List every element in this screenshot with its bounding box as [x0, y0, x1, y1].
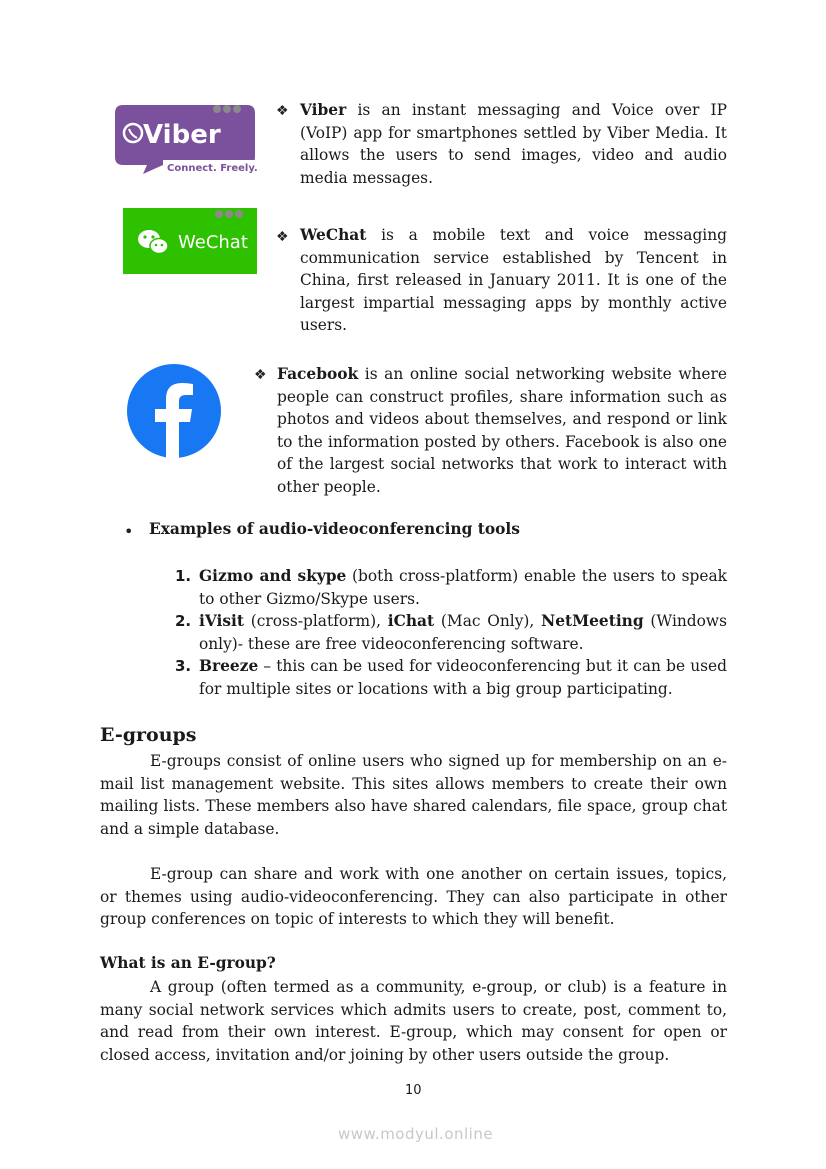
page-number: 10: [405, 1083, 422, 1098]
av-tool-text: (Windows only)- these are free videoconferencing software.: [199, 612, 727, 653]
diamond-bullet-icon: ❖: [254, 367, 267, 383]
viber-logo: [113, 103, 257, 175]
share-dot-icon: [215, 210, 223, 218]
viber-name: Viber: [300, 101, 347, 119]
av-tool-text: (both cross-platform) enable the users to speak to other Gizmo/Skype users.: [199, 567, 728, 608]
round-bullet-icon: •: [124, 522, 134, 541]
facebook-name: Facebook: [277, 365, 359, 383]
viber-logo-wordmark: Viber: [143, 120, 221, 150]
viber-paragraph: [300, 99, 727, 189]
list-number-2: 2.: [175, 612, 192, 630]
what-is-egroup-heading: What is an E-group?: [100, 954, 276, 972]
wechat-description: is a mobile text and voice messaging communication service established by Tencent in China, first released in January 2011. It is one of the largest impartial messaging apps by monthly active users.: [300, 226, 727, 335]
egroups-heading: E-groups: [100, 724, 197, 746]
egroups-paragraph-1: E-groups consist of online users who signed up for membership on an e-mail list management website. This sites allows members to create their own mailing lists. These members also have shared calendars, file space, group chat and a simple database.: [100, 752, 727, 838]
egroups-paragraph-3: A group (often termed as a community, e-group, or club) is a feature in many social network services which admits users to create, post, comment to, and read from their own interest. E-group, which may consent for open or closed access, invitation and/or joining by other users outside the group.: [100, 978, 727, 1064]
av-tool-text: (cross-platform),: [243, 612, 388, 630]
av-tool-item-1: [199, 565, 727, 610]
share-dot-icon: [225, 210, 233, 218]
share-dot-icon: [233, 105, 241, 113]
av-tool-item-3: [199, 655, 727, 700]
av-tools-heading: Examples of audio-videoconferencing tools: [149, 520, 520, 538]
wechat-name: WeChat: [300, 226, 367, 244]
viber-logo-tagline: Connect. Freely.: [167, 163, 257, 174]
watermark: www.modyul.online: [338, 1125, 494, 1143]
diamond-bullet-icon: ❖: [276, 103, 289, 119]
av-tool-name: Breeze: [199, 657, 259, 675]
av-tool-name: Gizmo and skype: [199, 567, 347, 585]
av-tool-name: iChat: [387, 612, 435, 630]
facebook-paragraph: [277, 363, 727, 499]
av-tool-name: iVisit: [199, 612, 244, 630]
facebook-logo: [125, 362, 223, 460]
wechat-logo-overlay-icons: [215, 210, 243, 218]
av-tool-item-2: [199, 610, 727, 655]
wechat-paragraph: [300, 224, 727, 337]
viber-logo-graphic: [113, 103, 257, 175]
av-tool-name: NetMeeting: [541, 612, 644, 630]
facebook-description: is an online social networking website where people can construct profiles, share information such as photos and videos about themselves, and respond or link to the information posted by others. Facebook is also one of the largest social networks that work to interact with other people.: [277, 365, 727, 496]
wechat-logo-wordmark: WeChat: [178, 232, 248, 253]
egroups-paragraph-2: E-group can share and work with one another on certain issues, topics, or themes using audio-videoconferencing. They can also participate in other group conferences on topic of interests to which they will benefit.: [100, 865, 727, 929]
list-number-3: 3.: [175, 657, 192, 675]
facebook-logo-graphic: [125, 362, 223, 460]
wechat-logo: [123, 208, 257, 274]
viber-description: is an instant messaging and Voice over IP (VoIP) app for smartphones settled by Viber Media. It allows the users to send images, video and audio media messages.: [300, 101, 727, 187]
share-dot-icon: [235, 210, 243, 218]
list-number-1: 1.: [175, 567, 192, 585]
av-tool-text: (Mac Only),: [434, 612, 542, 630]
share-dot-icon: [213, 105, 221, 113]
diamond-bullet-icon: ❖: [276, 229, 289, 245]
share-dot-icon: [223, 105, 231, 113]
av-tool-text: – this can be used for videoconferencing but it can be used for multiple sites or locations with a big group participating.: [199, 657, 727, 698]
viber-logo-overlay-icons: [213, 105, 241, 113]
